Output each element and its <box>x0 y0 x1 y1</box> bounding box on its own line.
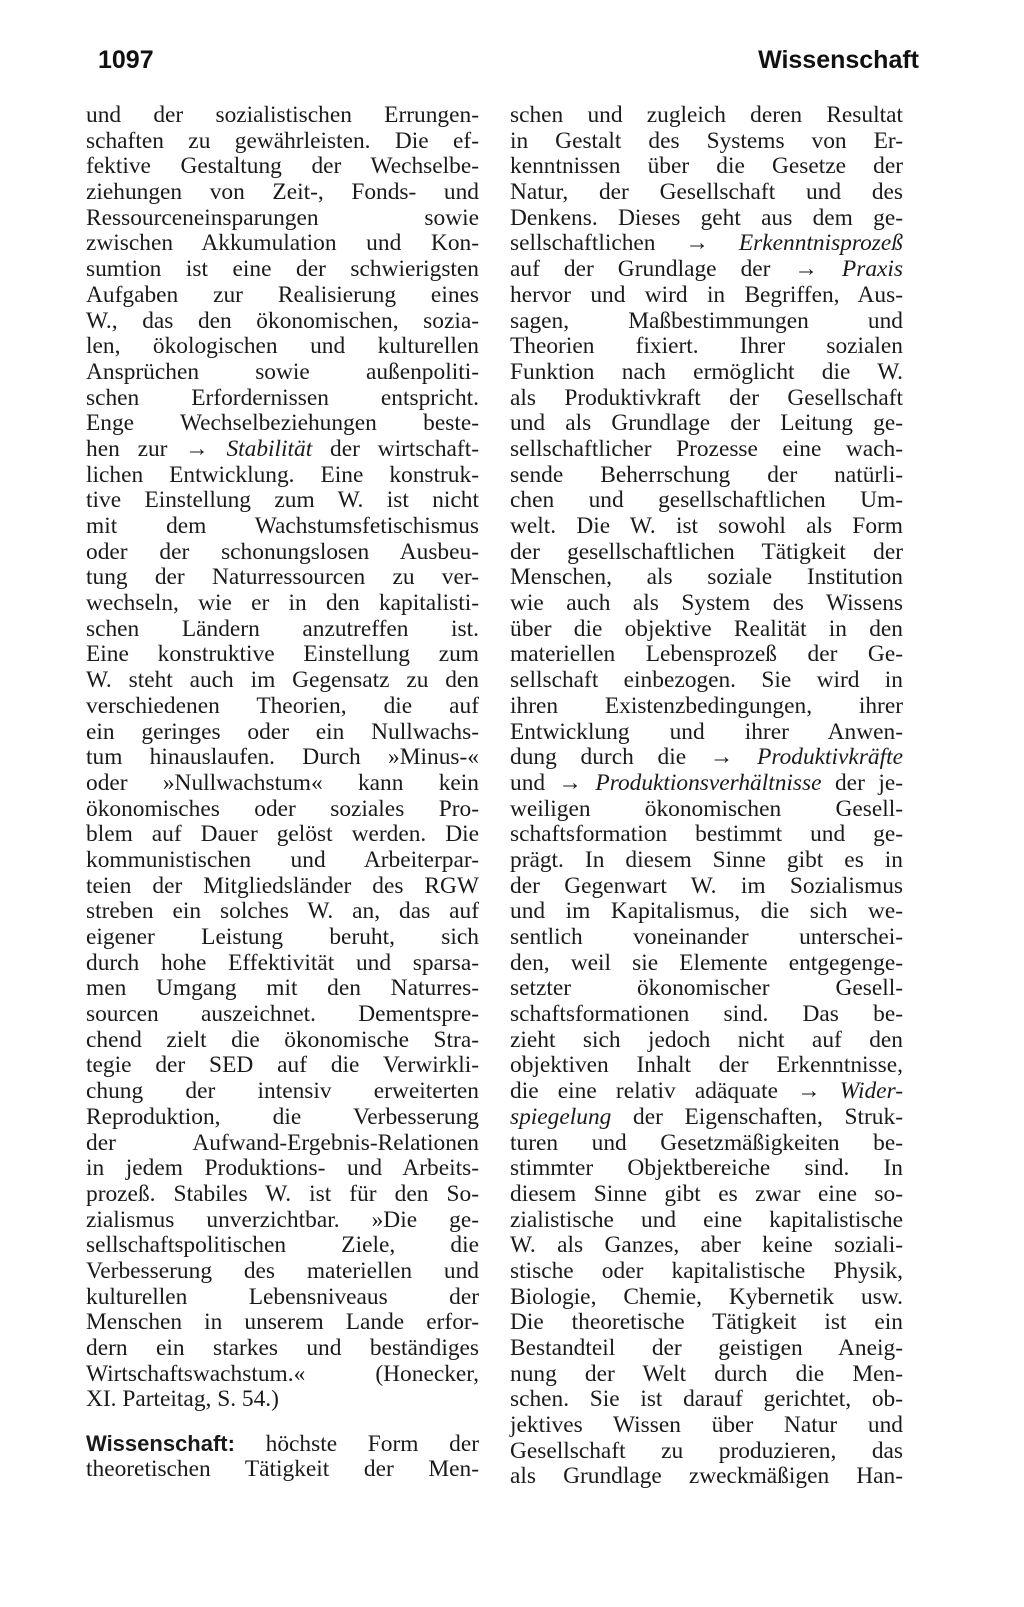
text-segment: zialismus unverzichtbar. »Die ge- <box>86 1206 479 1233</box>
text-line <box>510 797 903 823</box>
text-line <box>510 103 903 129</box>
text-segment: teien der Mitgliedsländer des RGW <box>86 872 479 899</box>
text-segment: Biologie, Chemie, Kybernetik usw. <box>510 1283 903 1310</box>
text-line <box>510 951 903 977</box>
text-segment: ökonomisches oder soziales Pro- <box>86 795 479 822</box>
text-line <box>510 231 903 257</box>
text-line <box>510 1464 903 1490</box>
text-line <box>86 1208 479 1234</box>
text-line <box>510 309 903 335</box>
text-segment: zieht sich jedoch nicht auf den <box>510 1026 903 1053</box>
running-head: Wissenschaft <box>758 46 919 74</box>
text-segment: eigener Leistung beruht, sich <box>86 924 479 950</box>
text-line <box>86 1387 479 1413</box>
text-segment: kenntnissen über die Gesetze der <box>510 153 903 180</box>
text-segment: höchste Form der <box>265 1431 479 1458</box>
text-segment: der Aufwand-Ergebnis-Relationen <box>86 1129 479 1156</box>
text-line <box>510 206 903 232</box>
text-line <box>510 1336 903 1362</box>
text-segment: hervor und wird in Begriffen, Aus- <box>510 281 903 308</box>
text-segment: verschiedenen Theorien, die auf <box>86 692 479 719</box>
text-line <box>510 976 903 1002</box>
text-segment: weiligen ökonomischen Gesell- <box>510 795 903 822</box>
text-line <box>86 488 479 514</box>
text-segment: chend zielt die ökonomische Stra- <box>86 1026 479 1053</box>
text-line <box>510 822 903 848</box>
cross-reference: Stabilität <box>226 435 313 462</box>
text-segment: schen Erfordernissen entspricht. <box>86 384 479 411</box>
left-column <box>86 103 479 1482</box>
text-segment: sagen, Maßbestimmungen und <box>510 307 903 334</box>
text-segment: Denkens. Dieses geht aus dem ge- <box>510 204 903 231</box>
text-line <box>86 103 479 129</box>
text-segment: objektiven Inhalt der Erkenntnisse, <box>510 1052 903 1079</box>
text-segment: jektives Wissen über Natur und <box>510 1412 903 1439</box>
text-segment: sellschaftlichen → <box>510 230 739 257</box>
text-segment: Die theoretische Tätigkeit ist ein <box>510 1309 903 1336</box>
text-segment: wechseln, wie er in den kapitalisti- <box>86 590 479 617</box>
text-line <box>510 591 903 617</box>
text-segment: ziehungen von Zeit-, Fonds- und <box>86 179 479 206</box>
text-segment: chung der intensiv erweiterten <box>86 1078 479 1105</box>
text-segment: sourcen auszeichnet. Dementspre- <box>86 1001 479 1028</box>
cross-reference: Wider- <box>839 1078 903 1105</box>
text-line <box>86 309 479 335</box>
text-segment: stimmter Objektbereiche sind. In <box>510 1155 903 1182</box>
text-line <box>86 1457 479 1483</box>
text-line <box>86 1002 479 1028</box>
text-segment: nung der Welt durch die Men- <box>510 1360 903 1387</box>
text-segment: stische oder kapitalistische Physik, <box>510 1257 903 1284</box>
text-line <box>510 411 903 437</box>
text-line <box>510 771 903 797</box>
text-segment: hen zur → <box>86 435 227 462</box>
text-line <box>86 1285 479 1311</box>
text-segment: men Umgang mit den Naturres- <box>86 975 479 1002</box>
text-line <box>86 1336 479 1362</box>
text-line <box>510 694 903 720</box>
text-line <box>510 1387 903 1413</box>
text-segment: streben ein solches W. an, das auf <box>86 898 479 925</box>
text-line <box>86 1131 479 1157</box>
text-segment: W. als Ganzes, aber keine soziali- <box>510 1232 903 1259</box>
text-segment: theoretischen Tätigkeit der Men- <box>86 1455 479 1482</box>
text-line <box>510 1079 903 1105</box>
text-line <box>86 154 479 180</box>
text-line <box>86 1079 479 1105</box>
text-segment: mit dem Wachstumsfetischismus <box>86 513 479 539</box>
text-line <box>86 463 479 489</box>
text-segment: dung durch die → <box>510 744 758 771</box>
text-line <box>510 668 903 694</box>
text-line <box>86 848 479 874</box>
text-segment: oder der schonungslosen Ausbeu- <box>86 538 479 565</box>
text-line <box>510 360 903 386</box>
text-line <box>86 899 479 925</box>
text-segment: fektive Gestaltung der Wechselbe- <box>86 153 479 180</box>
text-segment: setzter ökonomischer Gesell- <box>510 975 903 1002</box>
text-line <box>86 180 479 206</box>
text-segment: sellschaftlicher Prozesse eine wach- <box>510 435 903 462</box>
text-line <box>510 1259 903 1285</box>
text-segment: Enge Wechselbeziehungen beste- <box>86 410 479 437</box>
text-segment: lichen Entwicklung. Eine konstruk- <box>86 461 479 488</box>
text-line <box>510 1310 903 1336</box>
text-segment: tive Einstellung zum W. ist nicht <box>86 487 479 514</box>
text-segment: und als Grundlage der Leitung ge- <box>510 410 903 437</box>
text-line <box>510 1413 903 1439</box>
text-segment: Reproduktion, die Verbesserung <box>86 1103 479 1130</box>
text-segment: blem auf Dauer gelöst werden. Die <box>86 821 479 848</box>
text-line <box>510 1285 903 1311</box>
text-line <box>86 1028 479 1054</box>
text-line <box>510 1362 903 1388</box>
text-segment: Natur, der Gesellschaft und des <box>510 179 903 206</box>
text-segment: die eine relativ adäquate → <box>510 1078 840 1105</box>
text-line <box>86 1310 479 1336</box>
text-segment: Entwicklung und ihrer Anwen- <box>510 718 903 745</box>
page-number: 1097 <box>98 46 154 74</box>
entry-term: Wissenschaft: <box>86 1431 235 1457</box>
text-line <box>86 874 479 900</box>
text-segment: und → <box>510 769 596 796</box>
text-line <box>510 386 903 412</box>
text-line <box>510 1028 903 1054</box>
text-segment: sumtion ist eine der schwierigsten <box>86 256 479 283</box>
text-line <box>510 617 903 643</box>
text-segment: und der sozialistischen Errungen- <box>86 102 479 128</box>
text-line <box>86 360 479 386</box>
text-line <box>510 1439 903 1465</box>
text-line <box>510 463 903 489</box>
text-line <box>510 540 903 566</box>
text-line <box>86 231 479 257</box>
text-line <box>510 565 903 591</box>
text-segment: Bestandteil der geistigen Aneig- <box>510 1335 903 1361</box>
text-line <box>86 1105 479 1131</box>
text-segment: wie auch als System des Wissens <box>510 590 903 617</box>
text-line <box>86 617 479 643</box>
text-line <box>86 1233 479 1259</box>
text-line <box>86 1182 479 1208</box>
text-line <box>86 1259 479 1285</box>
text-line <box>86 129 479 155</box>
text-line <box>86 694 479 720</box>
cross-reference: spiegelung <box>510 1103 612 1130</box>
text-line <box>510 488 903 514</box>
text-line <box>86 797 479 823</box>
text-segment: schen und zugleich deren Resultat <box>510 102 903 128</box>
text-segment: sende Beherrschung der natürli- <box>510 461 903 488</box>
text-line <box>86 1156 479 1182</box>
text-segment: der Gegenwart W. im Sozialismus <box>510 872 903 899</box>
text-segment: tung der Naturressourcen zu ver- <box>86 564 479 591</box>
text-line <box>86 283 479 309</box>
cross-reference: Produktionsverhältnisse <box>595 769 822 796</box>
text-line <box>510 1208 903 1234</box>
text-line <box>86 334 479 360</box>
text-line <box>86 720 479 746</box>
text-line <box>510 180 903 206</box>
text-segment: W. steht auch im Gegensatz zu den <box>86 667 479 694</box>
text-line <box>86 1362 479 1388</box>
text-line <box>86 514 479 540</box>
text-line <box>86 925 479 951</box>
text-segment: der wirtschaft- <box>312 435 479 462</box>
text-line <box>510 437 903 463</box>
cross-reference: Praxis <box>841 256 903 283</box>
text-line <box>86 1053 479 1079</box>
text-segment: auf der Grundlage der → <box>510 256 842 283</box>
text-line <box>86 257 479 283</box>
text-line <box>510 154 903 180</box>
text-line <box>510 925 903 951</box>
paragraph-gap <box>86 1413 479 1431</box>
text-segment: und im Kapitalismus, die sich we- <box>510 898 903 925</box>
text-segment: schaftsformation bestimmt und ge- <box>510 821 903 848</box>
text-segment: prozeß. Stabiles W. ist für den So- <box>86 1180 479 1207</box>
text-segment: Verbesserung des materiellen und <box>86 1257 479 1284</box>
text-segment: Aufgaben zur Realisierung eines <box>86 281 479 308</box>
text-line <box>510 642 903 668</box>
text-segment: Menschen, als soziale Institution <box>510 564 903 591</box>
text-segment: durch hohe Effektivität und sparsa- <box>86 949 479 976</box>
text-segment: kommunistischen und Arbeiterpar- <box>86 846 479 873</box>
cross-reference: Produktivkräfte <box>757 744 903 771</box>
text-segment: über die objektive Realität in den <box>510 615 903 642</box>
text-line <box>510 257 903 283</box>
text-segment: oder »Nullwachstum« kann kein <box>86 769 479 796</box>
text-segment: sentlich voneinander unterschei- <box>510 924 903 950</box>
text-segment: Ressourceneinsparungen sowie <box>86 204 479 231</box>
text-segment: schen Ländern anzutreffen ist. <box>86 615 479 642</box>
text-segment: Ansprüchen sowie außenpoliti- <box>86 358 479 385</box>
text-segment: zwischen Akkumulation und Kon- <box>86 230 479 257</box>
text-segment: der Eigenschaften, Struk- <box>611 1103 903 1130</box>
right-column <box>510 103 903 1490</box>
text-segment: Eine konstruktive Einstellung zum <box>86 641 479 668</box>
text-line <box>510 1002 903 1028</box>
text-segment: als Grundlage zweckmäßigen Han- <box>510 1463 903 1490</box>
text-segment: len, ökologischen und kulturellen <box>86 333 479 360</box>
text-segment: Gesellschaft zu produzieren, das <box>510 1437 903 1464</box>
text-segment: als Produktivkraft der Gesellschaft <box>510 384 903 411</box>
text-line <box>86 745 479 771</box>
text-segment: Wirtschaftswachstum.« (Honecker, <box>86 1360 479 1387</box>
text-line <box>510 129 903 155</box>
text-line <box>86 822 479 848</box>
text-line <box>510 899 903 925</box>
text-segment: der gesellschaftlichen Tätigkeit der <box>510 538 903 565</box>
text-segment: turen und Gesetzmäßigkeiten be- <box>510 1129 903 1156</box>
text-line <box>510 874 903 900</box>
text-segment: in Gestalt des Systems von Er- <box>510 127 903 154</box>
text-segment: sellschaft einbezogen. Sie wird in <box>510 667 903 694</box>
text-line <box>86 565 479 591</box>
text-line <box>510 848 903 874</box>
text-line <box>510 1053 903 1079</box>
text-line <box>510 1156 903 1182</box>
text-line <box>86 1431 479 1457</box>
text-line <box>510 334 903 360</box>
text-segment: sellschaftspolitischen Ziele, die <box>86 1232 479 1259</box>
text-segment: schaften zu gewährleisten. Die ef- <box>86 127 479 154</box>
text-line <box>510 720 903 746</box>
text-segment: tum hinauslaufen. Durch »Minus-« <box>86 744 479 771</box>
text-segment: welt. Die W. ist sowohl als Form <box>510 513 903 539</box>
text-line <box>86 437 479 463</box>
text-segment: prägt. In diesem Sinne gibt es in <box>510 846 903 873</box>
text-line <box>86 386 479 412</box>
text-segment: dern ein starkes und beständiges <box>86 1335 479 1361</box>
text-segment: diesem Sinne gibt es zwar eine so- <box>510 1180 903 1207</box>
text-segment: XI. Parteitag, S. 54.) <box>86 1386 279 1413</box>
text-line <box>510 1233 903 1259</box>
text-segment: kulturellen Lebensniveaus der <box>86 1283 479 1310</box>
text-segment: Menschen in unserem Lande erfor- <box>86 1309 479 1336</box>
text-line <box>86 540 479 566</box>
text-line <box>86 411 479 437</box>
text-line <box>510 1182 903 1208</box>
text-segment: tegie der SED auf die Verwirkli- <box>86 1052 479 1079</box>
cross-reference: Erkenntnisprozeß <box>738 230 903 257</box>
text-segment: schen. Sie ist darauf gerichtet, ob- <box>510 1386 903 1413</box>
text-line <box>510 283 903 309</box>
text-line <box>86 591 479 617</box>
text-segment: in jedem Produktions- und Arbeits- <box>86 1155 479 1182</box>
text-line <box>510 1131 903 1157</box>
text-segment: ein geringes oder ein Nullwachs- <box>86 718 479 745</box>
text-segment: den, weil sie Elemente entgegenge- <box>510 949 903 976</box>
text-segment: Theorien fixiert. Ihrer sozialen <box>510 333 903 360</box>
text-line <box>86 206 479 232</box>
text-line <box>86 951 479 977</box>
text-segment: der je- <box>821 769 903 796</box>
text-line <box>510 514 903 540</box>
text-line <box>86 642 479 668</box>
text-segment: ihren Existenzbedingungen, ihrer <box>510 692 903 719</box>
text-line <box>86 976 479 1002</box>
text-segment: Funktion nach ermöglicht die W. <box>510 358 903 385</box>
text-segment: zialistische und eine kapitalistische <box>510 1206 903 1233</box>
text-segment: chen und gesellschaftlichen Um- <box>510 487 903 514</box>
text-line <box>510 1105 903 1131</box>
text-segment: schaftsformationen sind. Das be- <box>510 1001 903 1028</box>
text-line <box>510 745 903 771</box>
text-segment: W., das den ökonomischen, sozia- <box>86 307 479 334</box>
text-segment: materiellen Lebensprozeß der Ge- <box>510 641 903 668</box>
text-line <box>86 668 479 694</box>
text-line <box>86 771 479 797</box>
